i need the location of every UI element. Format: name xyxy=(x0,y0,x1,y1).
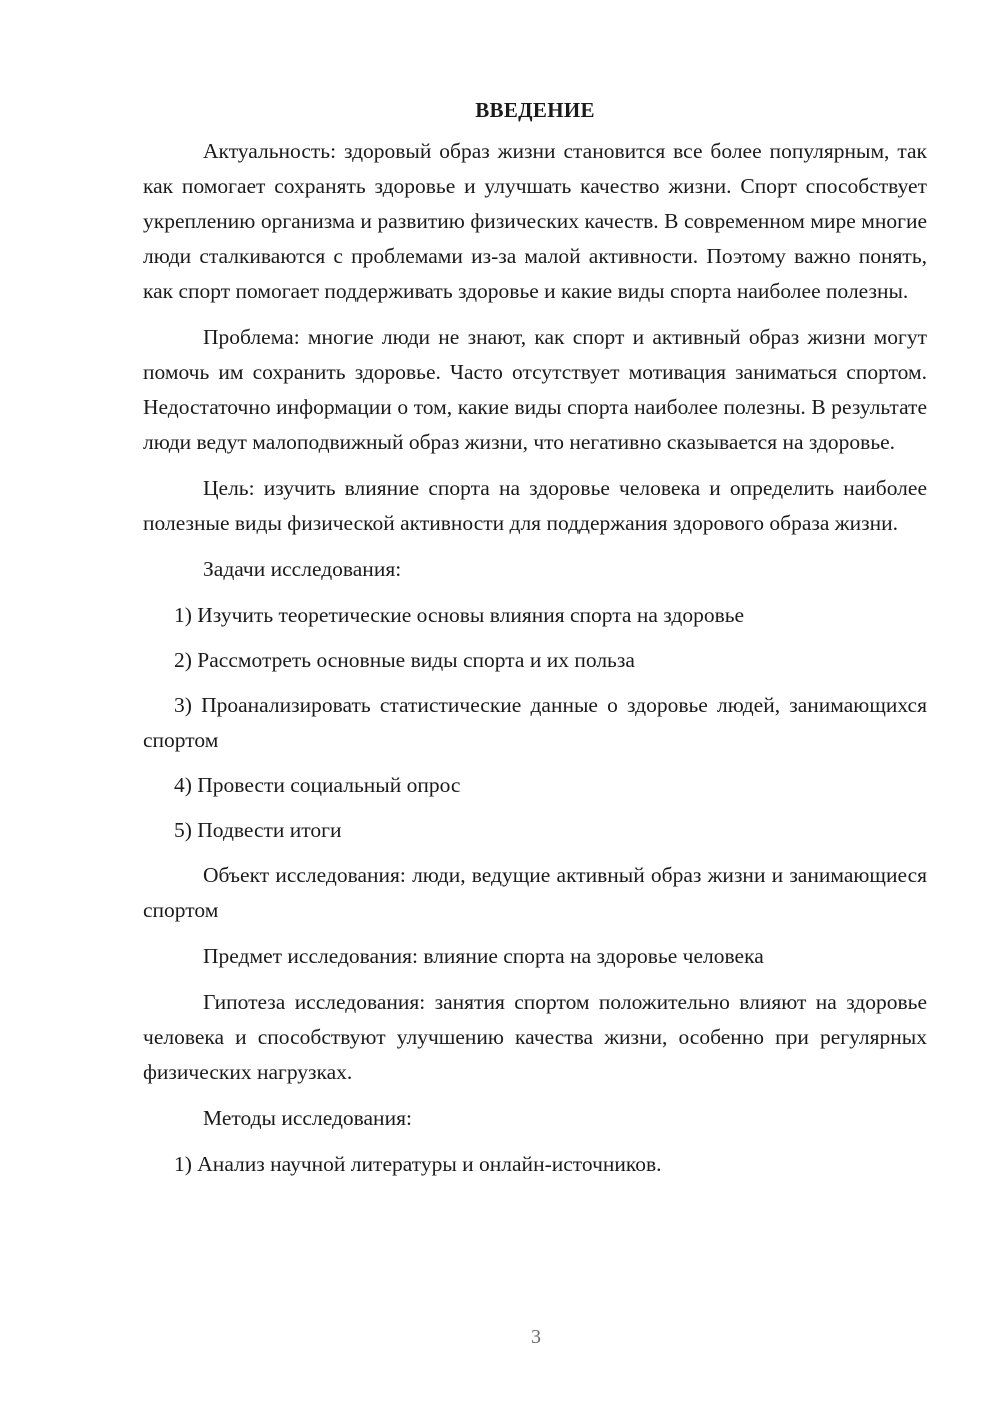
goal-paragraph: Цель: изучить влияние спорта на здоровье человека и определить наиболее полезные виды физической активности для поддержания здорового образа жизни. xyxy=(143,476,927,535)
section-title: ВВЕДЕНИЕ xyxy=(475,98,595,122)
relevance-paragraph: Актуальность: здоровый образ жизни становится все более популярным, так как помогает сохранять здоровье и улучшать качество жизни. Спорт способствует укреплению организма и развитию физических качеств. В современном мире многие люди сталкиваются с проблемами из-за малой активности. Поэтому важно понять, как спорт помогает поддерживать здоровье и какие виды спорта наиболее полезны. xyxy=(143,139,927,303)
task-item-2: 2) Рассмотреть основные виды спорта и их польза xyxy=(174,648,635,672)
page-content xyxy=(143,96,927,1192)
tasks-heading: Задачи исследования: xyxy=(203,557,402,581)
hypothesis-paragraph: Гипотеза исследования: занятия спортом положительно влияют на здоровье человека и способствуют улучшению качества жизни, особенно при регулярных физических нагрузках. xyxy=(143,990,927,1084)
task-item-3: 3) Проанализировать статистические данные о здоровье людей, занимающихся спортом xyxy=(143,693,927,752)
object-paragraph: Объект исследования: люди, ведущие активный образ жизни и занимающиеся спортом xyxy=(143,863,927,922)
task-item-5: 5) Подвести итоги xyxy=(174,818,342,842)
task-item-1: 1) Изучить теоретические основы влияния спорта на здоровье xyxy=(174,603,745,627)
problem-paragraph: Проблема: многие люди не знают, как спорт и активный образ жизни могут помочь им сохранить здоровье. Часто отсутствует мотивация заниматься спортом. Недостаточно информации о том, какие виды спорта наиболее полезны. В результате люди ведут малоподвижный образ жизни, что негативно сказывается на здоровье. xyxy=(143,325,927,454)
method-item-1: 1) Анализ научной литературы и онлайн-источников. xyxy=(174,1152,662,1176)
page-number: 3 xyxy=(531,1326,541,1348)
subject-paragraph: Предмет исследования: влияние спорта на здоровье человека xyxy=(203,944,764,968)
task-item-4: 4) Провести социальный опрос xyxy=(174,773,461,797)
methods-heading: Методы исследования: xyxy=(203,1106,412,1130)
